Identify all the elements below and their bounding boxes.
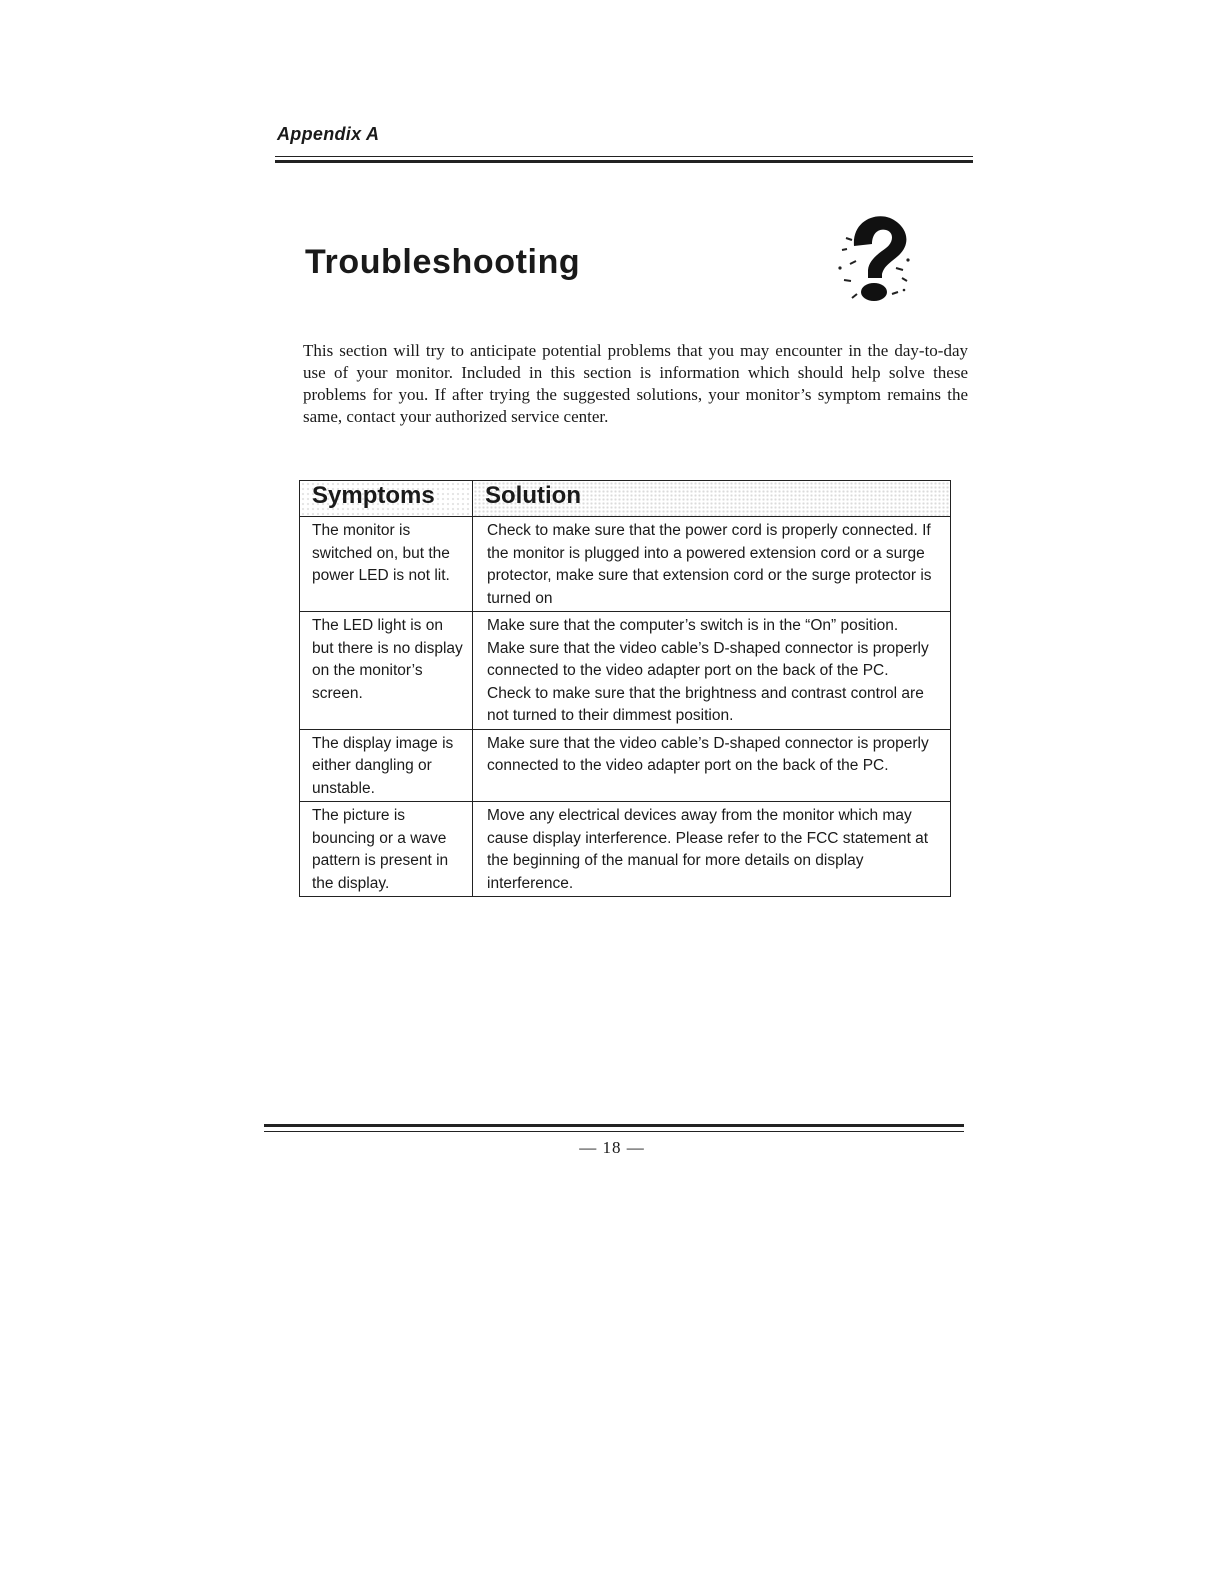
symptom-cell: The LED light is on but there is no display on the monitor’s screen. [300,612,473,730]
symptoms-header: Symptoms [300,481,473,517]
troubleshooting-table [299,480,951,897]
question-mark-icon [832,208,916,308]
running-head: Appendix A [277,124,380,144]
solution-text: Make sure that the computer’s switch is in the “On” position. [487,617,899,634]
page-title: Troubleshooting [305,243,581,281]
header-rule-thin [275,156,973,157]
footer-rule-thin [264,1131,964,1132]
solution-header: Solution [473,481,951,517]
table-header-row [300,481,951,517]
header-rule-thick [275,160,973,163]
symptom-cell: The picture is bouncing or a wave pattern is present in the display. [300,802,473,897]
table-row [300,729,951,802]
footer-rule-thick [264,1124,964,1127]
solution-text: Make sure that the video cable’s D-shaped connector is properly connected to the video adapter port on the back of the PC. [487,734,929,774]
table-row [300,612,951,730]
intro-paragraph: This section will try to anticipate potential problems that you may encounter in the day-to-day use of your monitor. Included in this section is information which should help solve these problems for you. If after trying the suggested solutions, your monitor’s symptom remains the same, contact your authorized service center. [303,341,968,426]
table-row [300,517,951,612]
solution-text: Check to make sure that the power cord is properly connected. If the monitor is plugged into a powered extension cord or a surge protector, make sure that extension cord or the surge protector is turned on [487,522,932,607]
solution-text: Move any electrical devices away from the monitor which may cause display interference. Please refer to the FCC statement at the beginning of the manual for more details on display interference. [487,807,929,892]
solution-cell [473,802,951,897]
solution-cell [473,729,951,802]
solution-text: Make sure that the video cable’s D-shaped connector is properly connected to the video adapter port on the back of the PC. [487,639,929,679]
table-row [300,802,951,897]
solution-cell [473,612,951,730]
symptom-cell: The monitor is switched on, but the power LED is not lit. [300,517,473,612]
symptom-cell: The display image is either dangling or unstable. [300,729,473,802]
solution-text: Check to make sure that the brightness and contrast control are not turned to their dimmest position. [487,684,924,724]
page-number: — 18 — [579,1138,645,1157]
solution-cell [473,517,951,612]
